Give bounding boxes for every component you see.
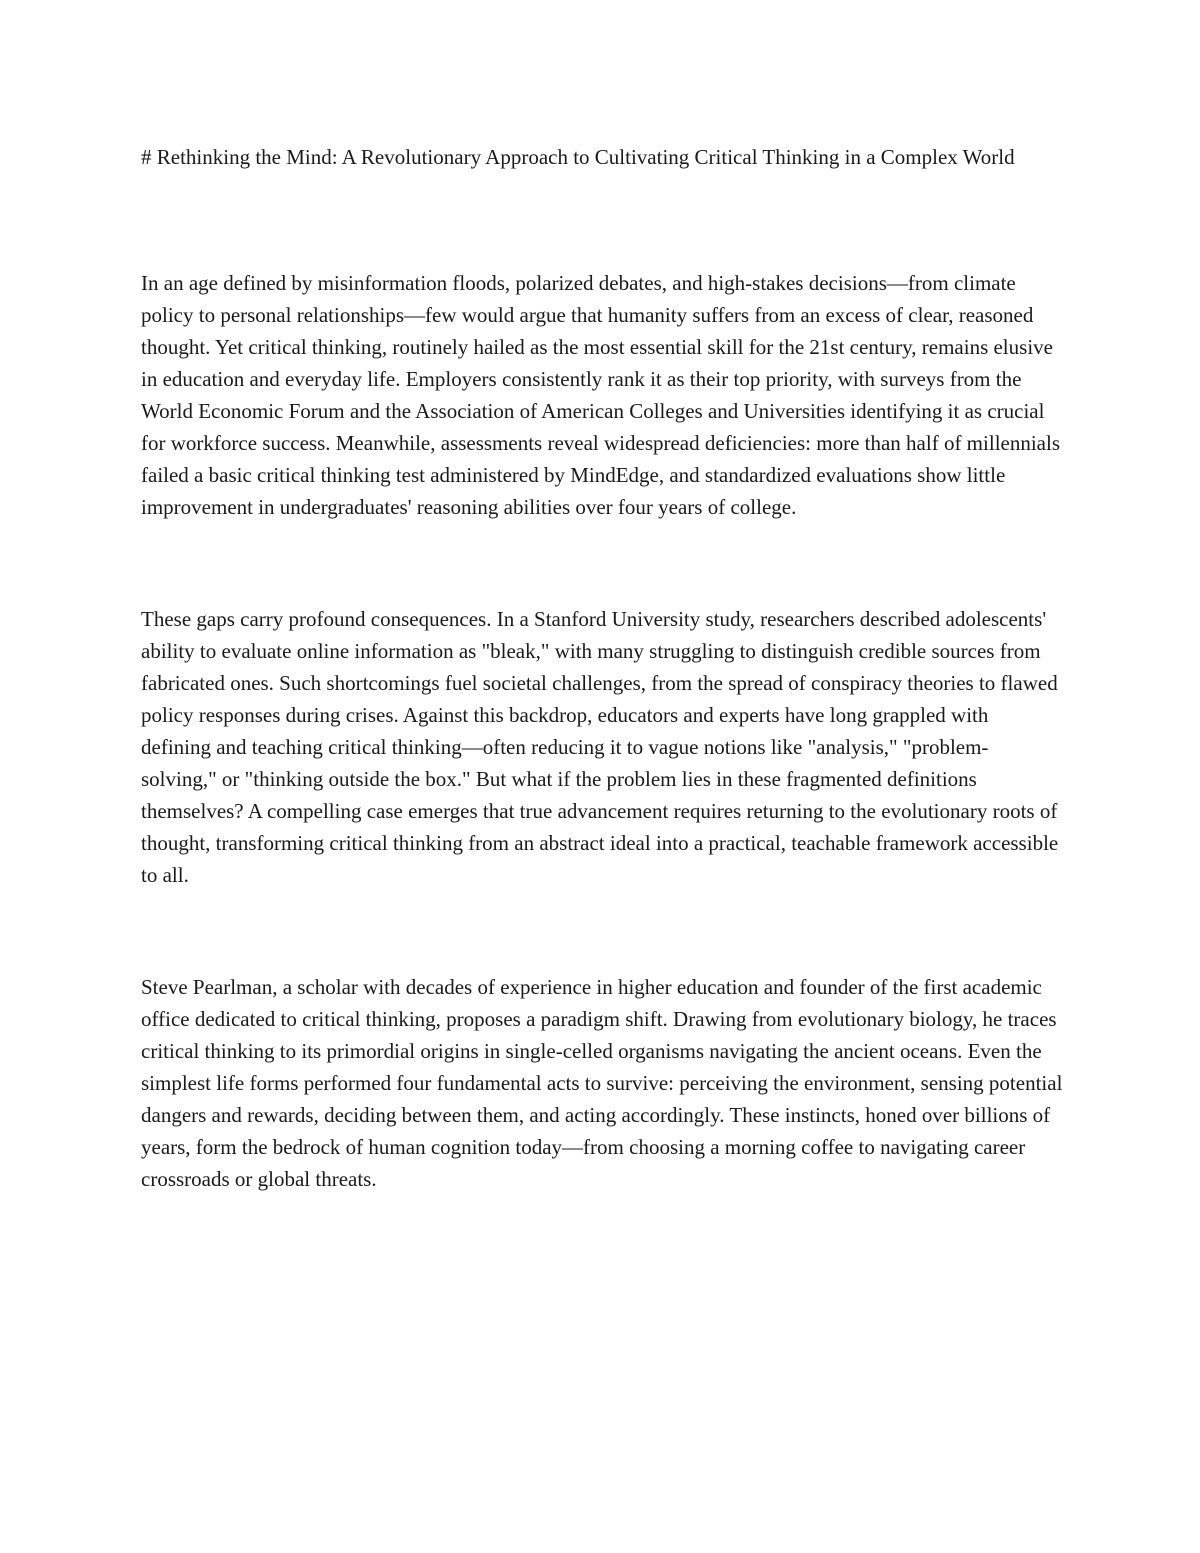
document-body [141,141,1063,1195]
paragraph-consequences: These gaps carry profound consequences. In a Stanford University study, researchers described adolescents' ability to evaluate online information as "bleak," with many struggling to distinguish credible sources from fabricated ones. Such shortcomings fuel societal challenges, from the spread of conspiracy theories to flawed policy responses during crises. Against this backdrop, educators and experts have long grappled with defining and teaching critical thinking—often reducing it to vague notions like "analysis," "problem-solving," or "thinking outside the box." But what if the problem lies in these fragmented definitions themselves? A compelling case emerges that true advancement requires returning to the evolutionary roots of thought, transforming critical thinking from an abstract ideal into a practical, teachable framework accessible to all. [141,607,1059,887]
paragraph-intro: In an age defined by misinformation floods, polarized debates, and high-stakes decisions—from climate policy to personal relationships—few would argue that humanity suffers from an excess of clear, reasoned thought. Yet critical thinking, routinely hailed as the most essential skill for the 21st century, remains elusive in education and everyday life. Employers consistently rank it as their top priority, with surveys from the World Economic Forum and the Association of American Colleges and Universities identifying it as crucial for workforce success. Meanwhile, assessments reveal widespread deficiencies: more than half of millennials failed a basic critical thinking test administered by MindEdge, and standardized evaluations show little improvement in undergraduates' reasoning abilities over four years of college. [141,271,1061,519]
paragraph-pearlman: Steve Pearlman, a scholar with decades of experience in higher education and founder of the first academic office dedicated to critical thinking, proposes a paradigm shift. Drawing from evolutionary biology, he traces critical thinking to its primordial origins in single-celled organisms navigating the ancient oceans. Even the simplest life forms performed four fundamental acts to survive: perceiving the environment, sensing potential dangers and rewards, deciding between them, and acting accordingly. These instincts, honed over billions of years, form the bedrock of human cognition today—from choosing a morning coffee to navigating career crossroads or global threats. [141,975,1063,1191]
document-title: # Rethinking the Mind: A Revolutionary Approach to Cultivating Critical Thinking in a Complex World [141,145,1015,169]
